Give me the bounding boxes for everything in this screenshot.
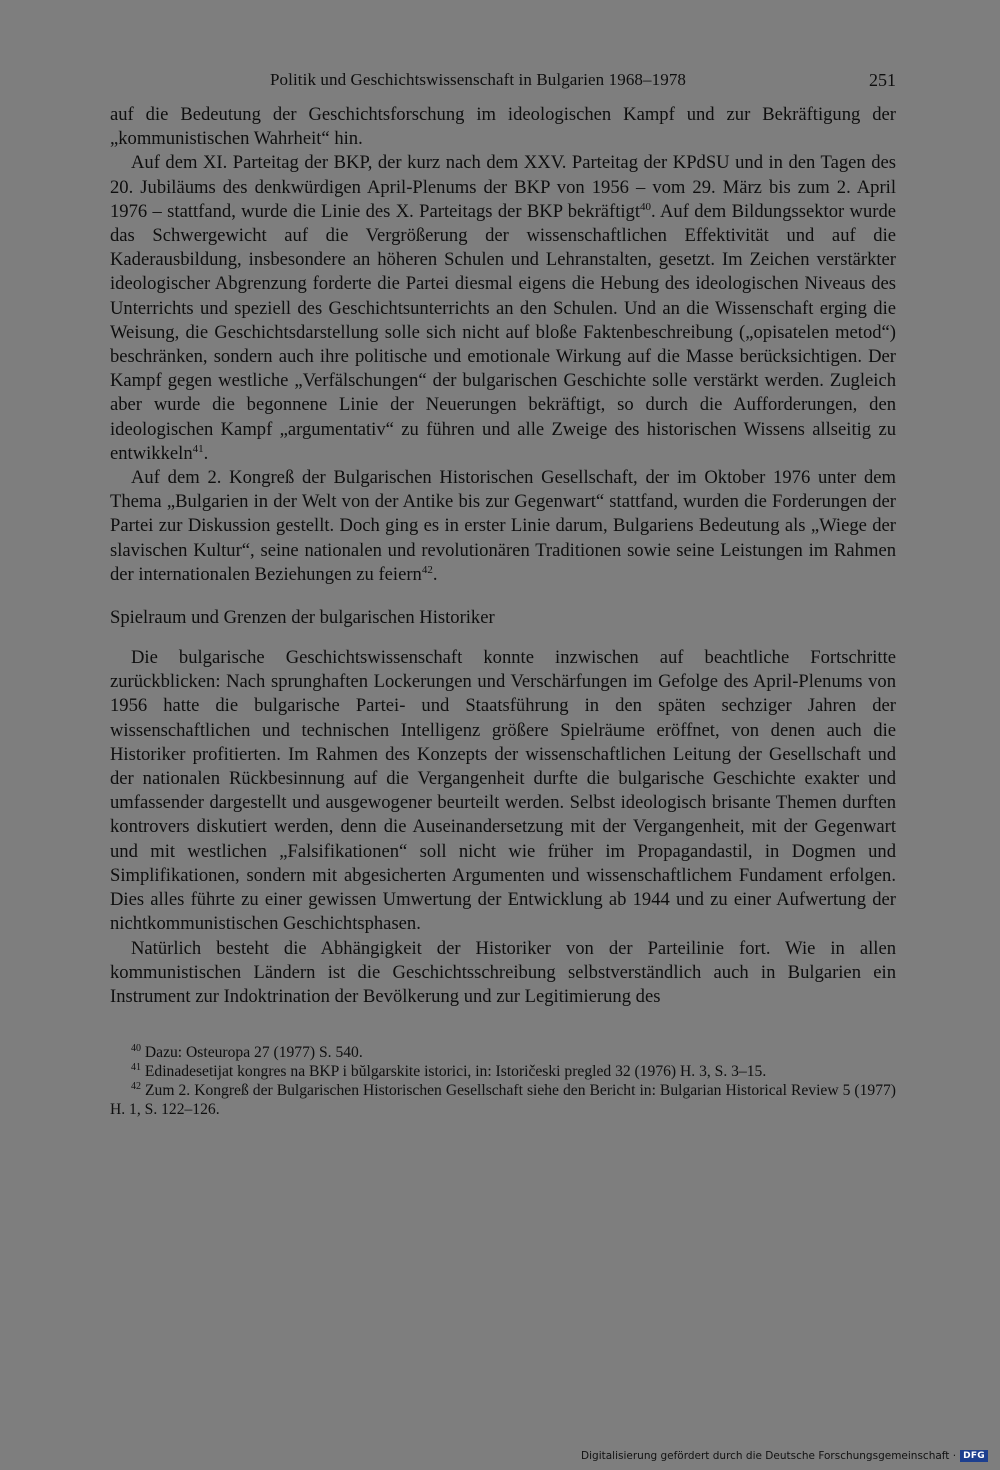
- footnote-reference: 42: [421, 563, 433, 576]
- paragraph-text: .: [432, 563, 438, 585]
- paragraphs-before-heading: [110, 103, 896, 587]
- footnote: [110, 1062, 896, 1081]
- paragraph-text: Auf dem 2. Kongreß der Bulgarischen Historischen Gesellschaft, der im Oktober 1976 unter dem Thema „Bulgarien in der Welt von der Antike bis zur Gegenwart“ stattfand, wurden die Forderungen der Partei zur Diskussion gestellt. Doch ging es in erster Linie darum, Bulgariens Bedeutung als „Wiege der slavischen Kultur“, seine nationalen und revolutionären Traditionen sowie seine Leistungen im Rahmen der internationalen Beziehungen zu feiern: [110, 467, 896, 585]
- footnote: [110, 1081, 896, 1119]
- footnote-reference: 41: [192, 442, 204, 455]
- paragraph: [110, 103, 896, 151]
- paragraph-text: Die bulgarische Geschichtswissenschaft konnte inzwischen auf beachtliche Fortschritte zurückblicken: Nach sprunghaften Lockerungen und Verschärfungen im Gefolge des April-Plenums von 1956 hatte die bulgarische Partei- und Staatsführung in den späten sechziger Jahren der wissenschaftlichen und technischen Intelligenz größere Spielräume eröffnet, von denen auch die Historiker profitierten. Im Rahmen des Konzepts der wissenschaftlichen Leitung der Gesellschaft und der nationalen Rückbesinnung auf die Vergangenheit durfte die bulgarische Geschichte exakter und umfassender dargestellt und ausgewogener beurteilt werden. Selbst ideologisch brisante Themen durften kontrovers diskutiert werden, denn die Auseinandersetzung mit der Vergangenheit, mit der Gegenwart und mit westlichen „Falsifikationen“ soll nicht wie früher im Propagandastil, in Dogmen und Simplifikationen, sondern mit abgesicherten Argumenten und wissenschaftlichem Fundament erfolgen. Dies alles führte zu einer gewissen Umwertung der Entwicklung ab 1944 und zu einer Aufwertung der nichtkommunistischen Geschichtsphasen.: [110, 647, 896, 935]
- paragraph: [110, 151, 896, 466]
- paragraph: [110, 646, 896, 936]
- running-title: Politik und Geschichtswissenschaft in Bulgarien 1968–1978: [270, 70, 687, 89]
- digitization-footer: [581, 1450, 988, 1462]
- dfg-logo: DFG: [960, 1450, 988, 1462]
- page: [110, 70, 896, 1119]
- footnotes: [110, 1043, 896, 1119]
- paragraph-text: . Auf dem Bildungssektor wurde das Schwergewicht auf die Vergrößerung der wissenschaftlichen Effektivität und auf die Kaderausbildung, insbesondere an höheren Schulen und Lehranstalten, gesetzt. Im Zeichen verstärkter ideologischer Abgrenzung forderte die Partei diesmal eigens die Hebung des ideologischen Niveaus des Unterrichts und speziell des Geschichtsunterrichts an den Schulen. Und an die Wissenschaft erging die Weisung, die Geschichtsdarstellung solle sich nicht auf bloße Faktenbeschreibung („opisatelen metod“) beschränken, sondern auch ihre politische und emotionale Wirkung auf die Masse berücksichtigen. Der Kampf gegen westliche „Verfälschungen“ der bulgarischen Geschichte solle verstärkt werden. Zugleich aber wurde die begonnene Linie der Neuerungen bekräftigt, so durch die Aufforderungen, den ideologischen Kampf „argumentativ“ zu führen und alle Zweige des historischen Wissens allseitig zu entwikkeln: [110, 200, 896, 464]
- footnote-number: 42: [131, 1081, 141, 1093]
- footnote-text: Zum 2. Kongreß der Bulgarischen Historischen Gesellschaft siehe den Bericht in: Bulgarian Historical Review 5 (1977) H. 1, S. 122–126.: [110, 1082, 896, 1119]
- paragraphs-after-heading: [110, 646, 896, 1009]
- paragraph: [110, 937, 896, 1010]
- footnote-text: Edinadesetijat kongres na BKP i bŭlgarskite istorici, in: Istoričeski pregled 32 (1976) H. 3, S. 3–15.: [141, 1063, 767, 1081]
- paragraph-text: Natürlich besteht die Abhängigkeit der Historiker von der Parteilinie fort. Wie in allen kommunistischen Ländern ist die Geschichtsschreibung selbstverständlich auch in Bulgarien ein Instrument zur Indoktrination der Bevölkerung und zur Legitimierung des: [110, 937, 896, 1007]
- footnote-text: Dazu: Osteuropa 27 (1977) S. 540.: [141, 1044, 363, 1062]
- section-heading: Spielraum und Grenzen der bulgarischen Historiker: [110, 607, 495, 629]
- paragraph-text: Auf dem XI. Parteitag der BKP, der kurz nach dem XXV. Parteitag der KPdSU und in den Tagen des 20. Jubiläums des denkwürdigen April-Plenums der BKP von 1956 – vom 29. März bis zum 2. April 1976 – stattfand, wurde die Linie des X. Parteitags der BKP bekräftigt: [110, 152, 896, 222]
- paragraph: [110, 466, 896, 587]
- footer-text: Digitalisierung gefördert durch die Deutsche Forschungsgemeinschaft ·: [581, 1450, 957, 1462]
- body-text: [110, 103, 896, 1009]
- paragraph-text: .: [203, 442, 209, 464]
- footnote-number: 40: [131, 1043, 141, 1055]
- page-header: [110, 70, 896, 100]
- footnote-number: 41: [131, 1062, 141, 1074]
- paragraph-text: auf die Bedeutung der Geschichtsforschung im ideologischen Kampf und zur Bekräftigung der „kommunistischen Wahrheit“ hin.: [110, 104, 896, 150]
- page-number: 251: [869, 70, 896, 90]
- footnote: [110, 1043, 896, 1062]
- footnote-reference: 40: [640, 200, 652, 213]
